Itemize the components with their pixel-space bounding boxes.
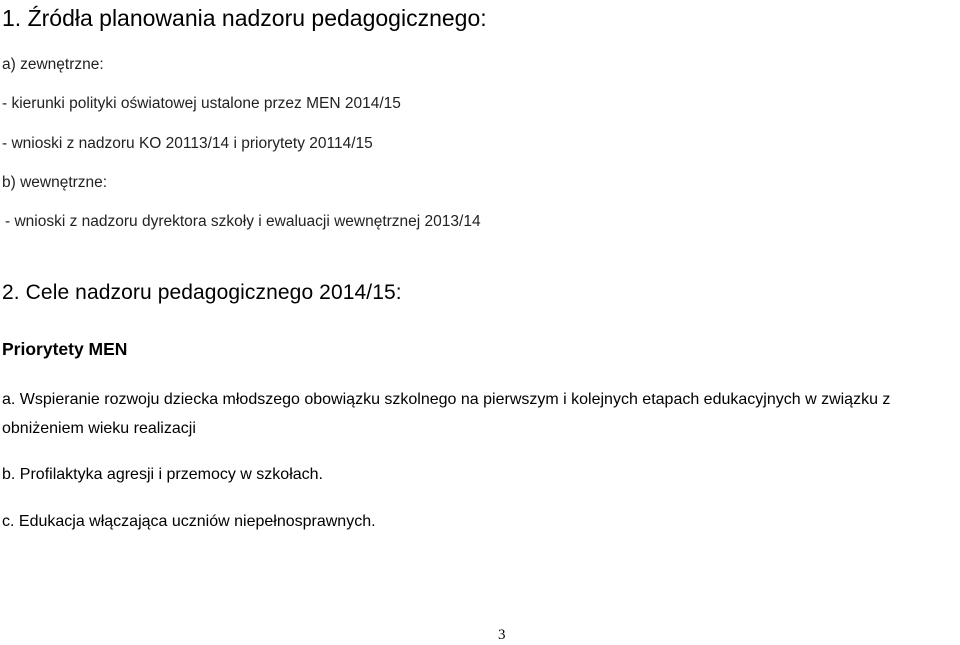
internal-sources-label: b) wewnętrzne:	[2, 174, 108, 191]
goal-item-c: c. Edukacja włączająca uczniów niepełnosprawnych.	[2, 513, 376, 530]
section2-heading: 2. Cele nadzoru pedagogicznego 2014/15:	[2, 281, 402, 304]
external-source-item: - kierunki polityki oświatowej ustalone przez MEN 2014/15	[2, 95, 401, 112]
section2-subheading: Priorytety MEN	[2, 339, 128, 359]
external-sources-label: a) zewnętrzne:	[2, 56, 104, 73]
goal-item-a-line2: obniżeniem wieku realizacji	[2, 420, 196, 437]
goal-item-a-line1: a. Wspieranie rozwoju dziecka młodszego obowiązku szkolnego na pierwszym i kolejnych etapach edukacyjnych w związku z	[2, 391, 891, 408]
section1-heading: 1. Źródła planowania nadzoru pedagogicznego:	[2, 5, 487, 31]
external-source-item: - wnioski z nadzoru KO 20113/14 i priorytety 20114/15	[2, 135, 373, 152]
internal-source-item: - wnioski z nadzoru dyrektora szkoły i ewaluacji wewnętrznej 2013/14	[5, 213, 481, 230]
page-number: 3	[498, 627, 506, 643]
goal-item-b: b. Profilaktyka agresji i przemocy w szkołach.	[2, 466, 323, 483]
